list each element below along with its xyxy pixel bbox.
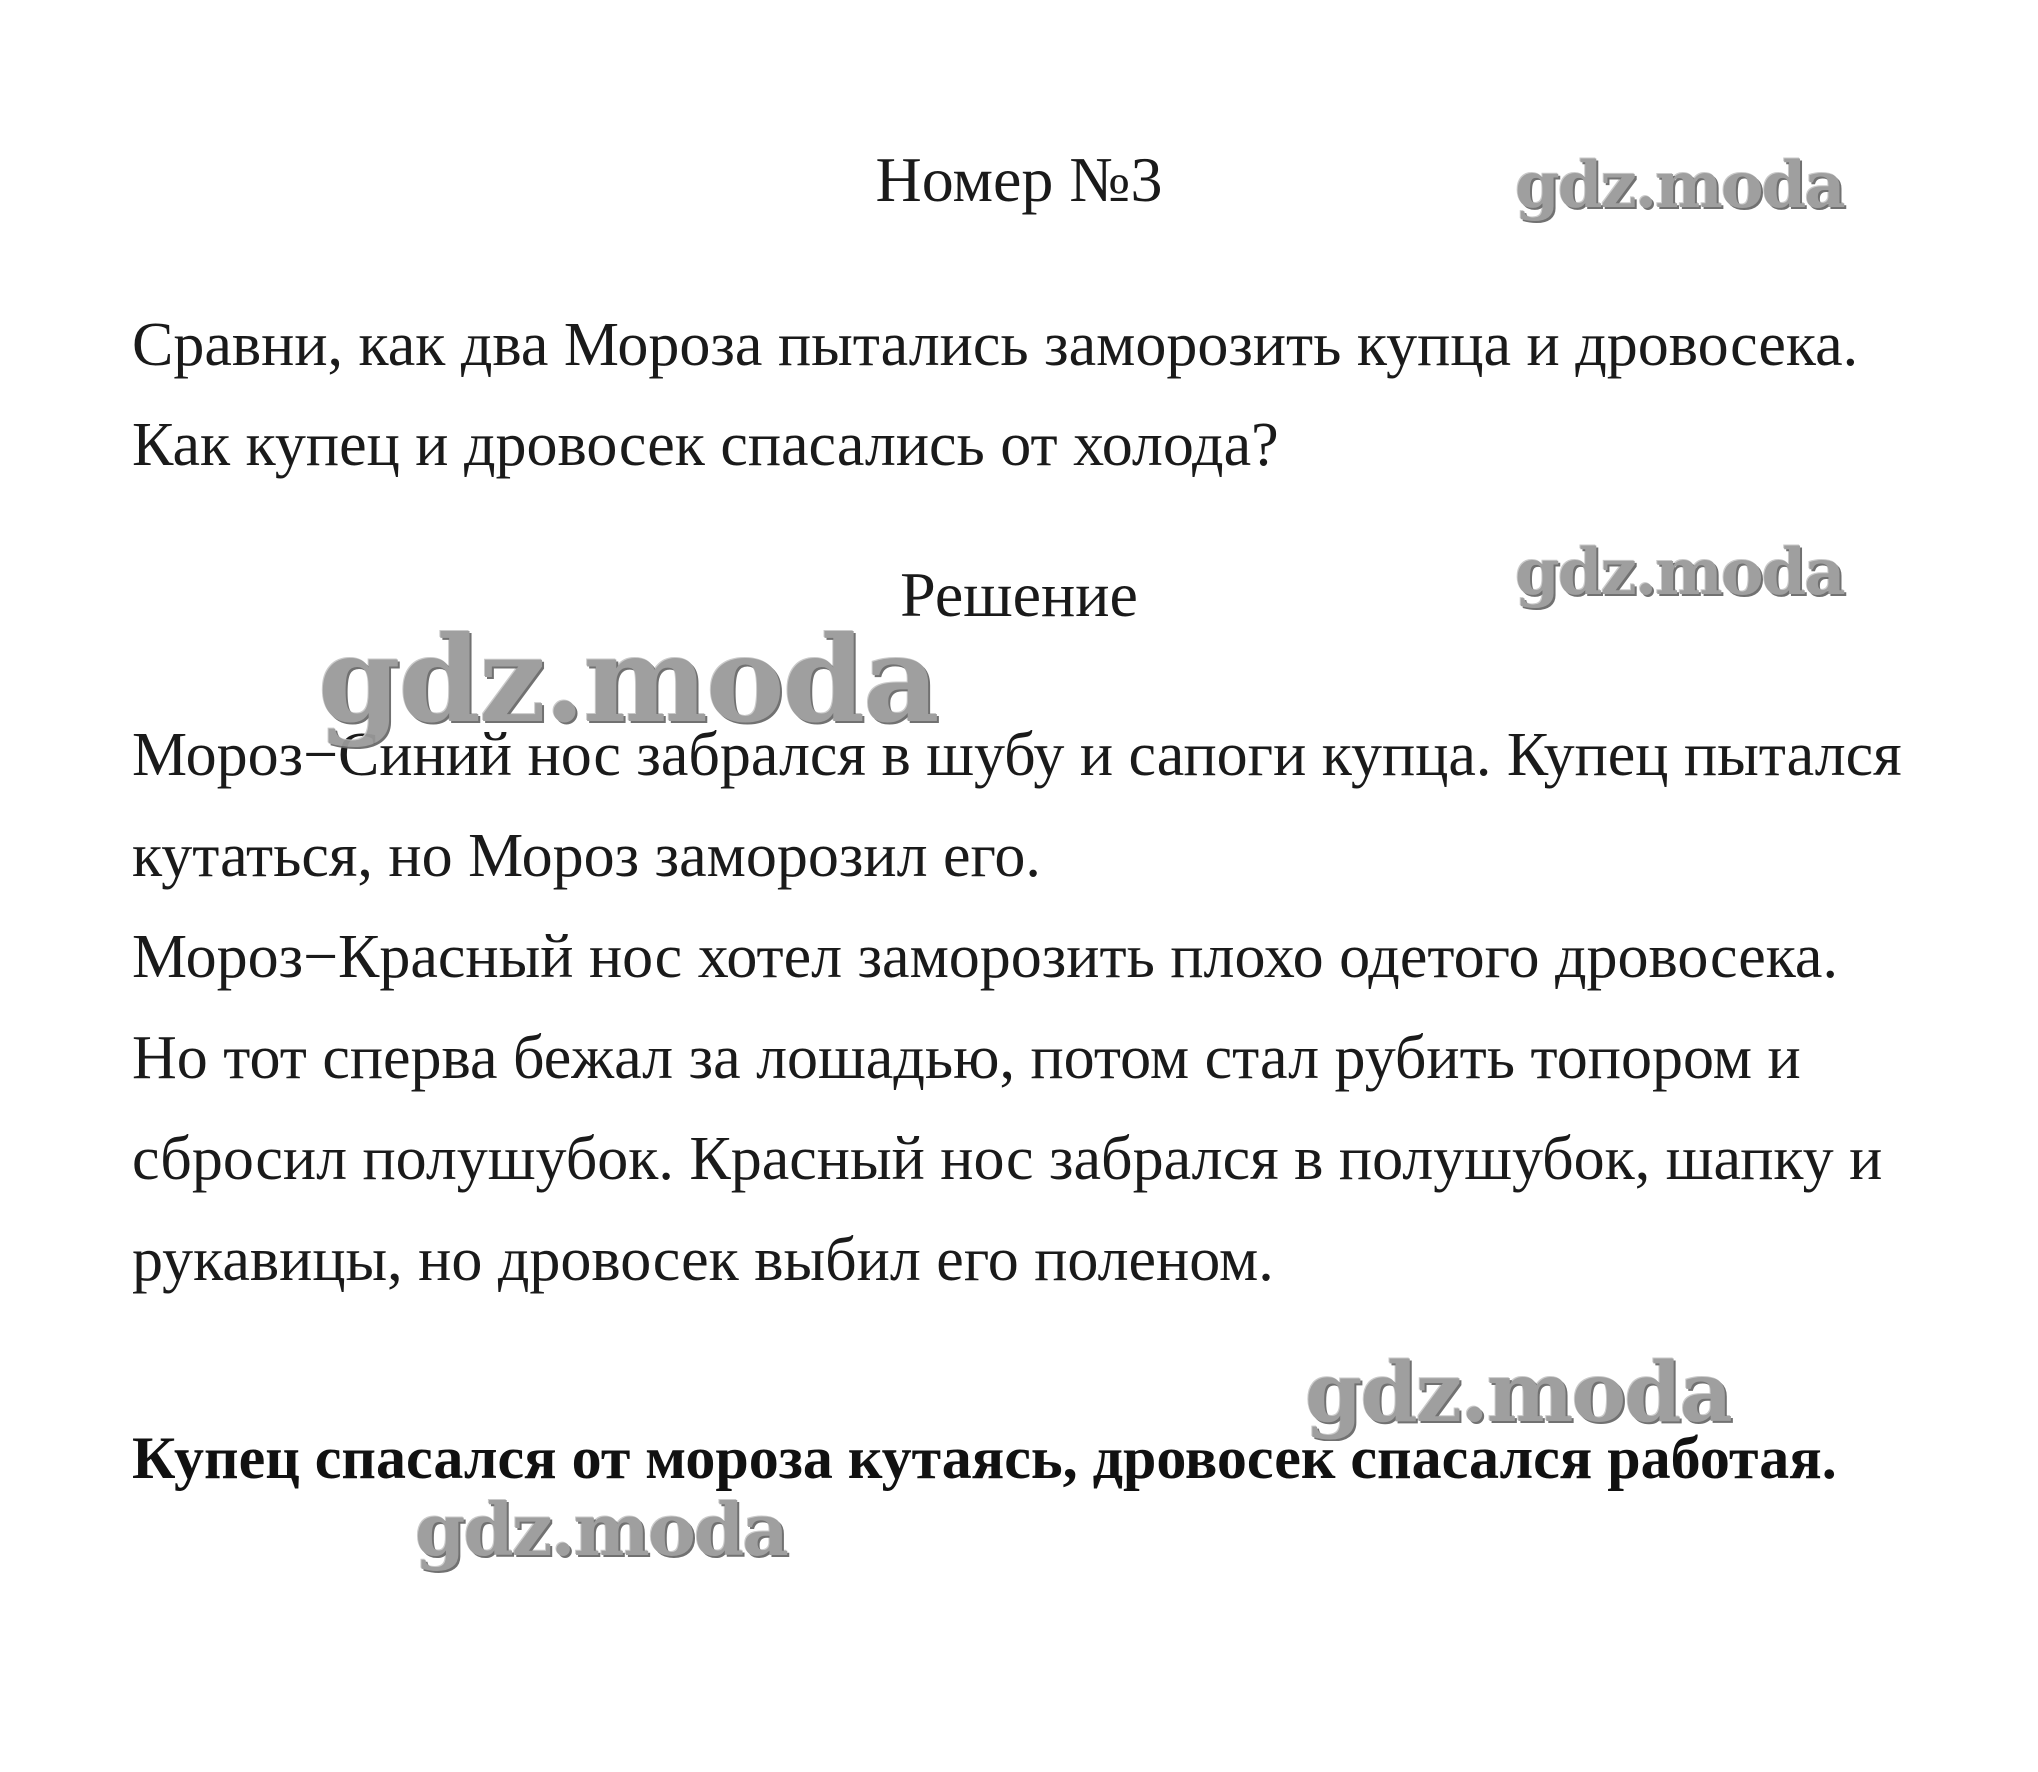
solution-paragraph: Мороз−Синий нос забрался в шубу и сапоги купца. Купец пытался кутаться, но Мороз заморозил его. [132, 721, 1902, 890]
watermark-logo: gdz.moda [318, 610, 938, 749]
solution-paragraph: Мороз−Красный нос хотел заморозить плохо одетого дровосека. Но тот сперва бежал за лошадью, потом стал рубить топором и сбросил полушубок. Красный нос забрался в полушубок, шапку и рукавицы, но дровосек выбил его поленом. [132, 923, 1883, 1294]
solution-heading: Решение [900, 559, 1138, 630]
solution-body [132, 705, 1912, 1311]
watermark-logo: gdz.moda [1515, 535, 1844, 610]
page-title: Номер №3 [875, 144, 1163, 215]
watermark-logo: gdz.moda [1515, 148, 1844, 223]
watermark-logo: gdz.moda [1305, 1345, 1731, 1441]
watermark-logo: gdz.moda [415, 1487, 787, 1572]
solution-conclusion: Купец спасался от мороза кутаясь, дровосек спасался работая. [132, 1425, 1837, 1491]
question-text: Сравни, как два Мороза пытались заморозить купца и дровосека. Как купец и дровосек спасались от холода? [132, 311, 1859, 479]
